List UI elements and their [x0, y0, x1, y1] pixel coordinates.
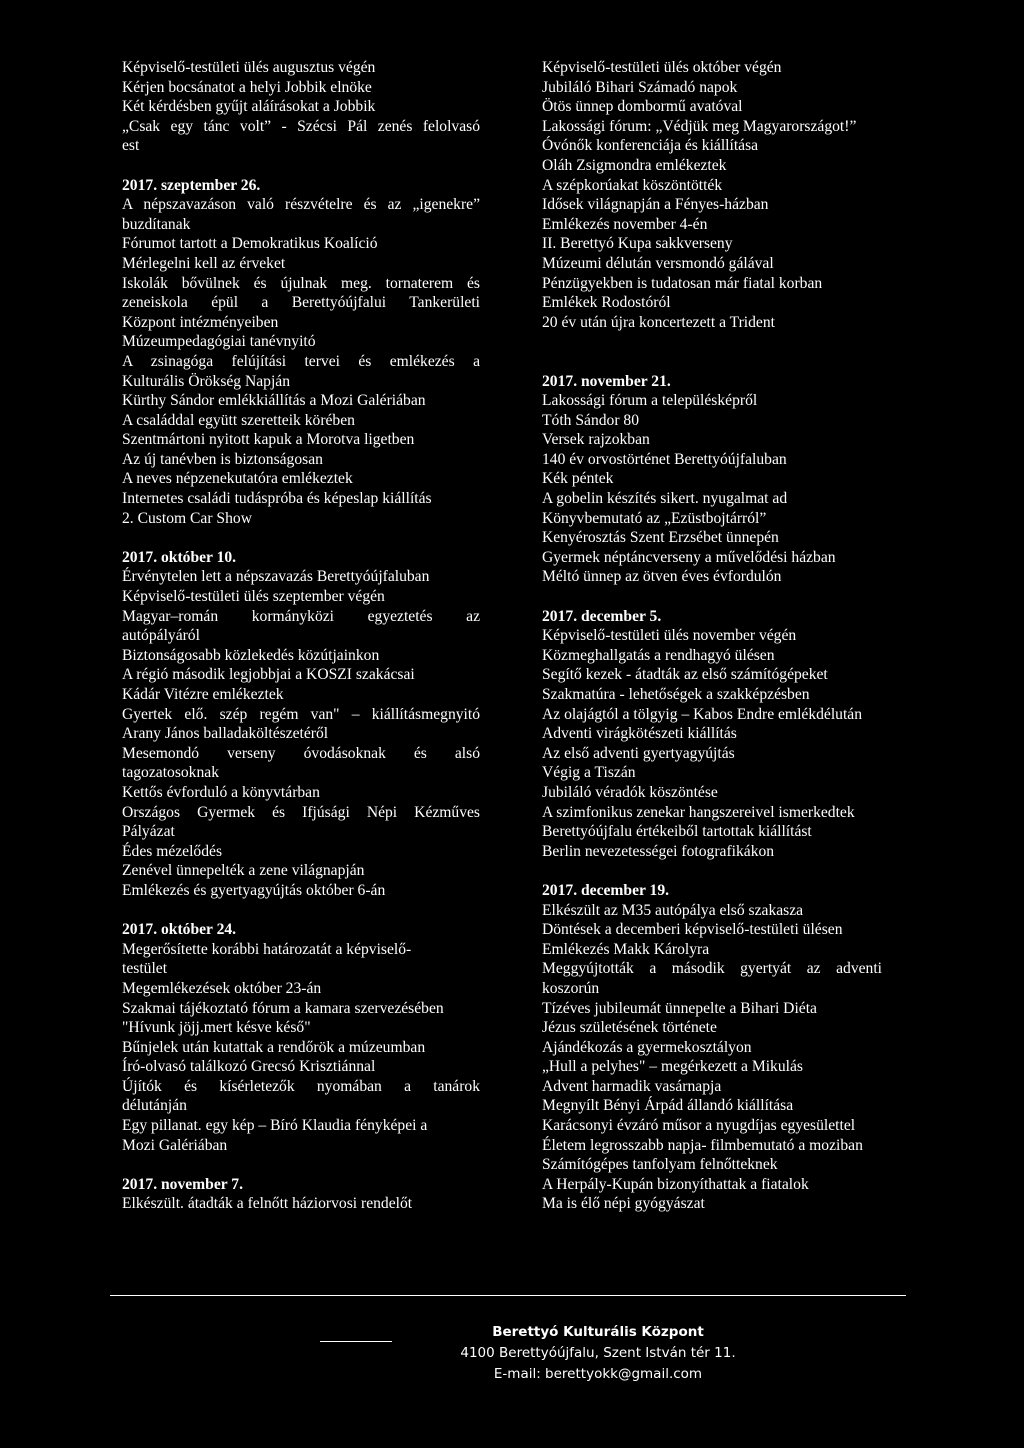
article-title: Az első adventi gyertyagyújtás: [542, 744, 735, 762]
article-title: Ötös ünnep dombormű avatóval: [542, 98, 743, 116]
article-title: "Hívunk jöjj.mert késve késő": [122, 1019, 311, 1037]
article-title: Megnyílt Bényi Árpád állandó kiállítása: [542, 1097, 794, 1115]
article-title: 2. Custom Car Show: [122, 509, 252, 527]
article-title: Bűnjelek után kutattak a rendőrök a múzeumban: [122, 1038, 426, 1056]
article-title: A neves népzenekutatóra emlékeztek: [122, 470, 353, 488]
article-title: Kék péntek: [542, 470, 614, 488]
footer-address: 4100 Berettyóújfalu, Szent István tér 11.: [460, 1345, 736, 1361]
section-date: 2017. október 10.: [122, 548, 237, 566]
article-title: Biztonságosabb közlekedés közútjainkon: [122, 646, 380, 664]
article-title: Meggyújtották a második gyertyát az adventi: [542, 960, 882, 978]
article-title: Gyertek elő. szép regém van" – kiállításmegnyitó: [122, 705, 480, 723]
article-title: Emlékek Rodostóról: [542, 294, 671, 312]
article-title: Mesemondó verseny óvodásoknak és alsó: [122, 744, 480, 762]
article-title: Emlékezés november 4-én: [542, 215, 708, 233]
article-title: A családdal együtt szeretteik körében: [122, 411, 355, 429]
article-title: Képviselő-testületi ülés október végén: [542, 59, 782, 76]
article-title: A régió második legjobbjai a KOSZI szakácsai: [122, 666, 415, 684]
article-title: A népszavazáson való részvételre és az „igenekre”: [122, 196, 480, 214]
article-title: A szimfonikus zenekar hangszereivel ismerkedtek: [542, 803, 855, 821]
right-column: [542, 58, 882, 1214]
article-title: Segítő kezek - átadták az első számítógépeket: [542, 666, 828, 684]
article-title: Író-olvasó találkozó Grecsó Krisztiánnal: [122, 1058, 376, 1076]
article-title: Mérlegelni kell az érveket: [122, 254, 286, 272]
article-title: délutánján: [122, 1097, 187, 1115]
section-date: 2017. november 7.: [122, 1175, 243, 1193]
article-title: Számítógépes tanfolyam felnőtteknek: [542, 1156, 778, 1174]
spacer: [542, 332, 882, 352]
section-date: 2017. október 24.: [122, 921, 237, 939]
article-title: Érvénytelen lett a népszavazás Berettyóújfaluban: [122, 568, 430, 586]
article-title: Gyermek néptáncverseny a művelődési házban: [542, 548, 836, 566]
article-title: 20 év után újra koncertezett a Trident: [542, 313, 775, 331]
article-title: Központ intézményeiben: [122, 313, 279, 331]
article-title: Ajándékozás a gyermekosztályon: [542, 1038, 752, 1056]
article-title: est: [122, 137, 140, 155]
article-title: Fórumot tartott a Demokratikus Koalíció: [122, 235, 378, 253]
article-title: testület: [122, 960, 168, 978]
article-title: 140 év orvostörténet Berettyóújfaluban: [542, 450, 787, 468]
article-title: „Hull a pelyhes" – megérkezett a Mikulás: [542, 1058, 803, 1076]
article-title: Emlékezés Makk Károlyra: [542, 940, 710, 958]
article-title: buzdítanak: [122, 215, 191, 233]
article-title: Kulturális Örökség Napján: [122, 372, 291, 390]
article-title: Lakossági fórum a településképről: [542, 392, 758, 410]
article-title: Berettyóújfalu értékeiből tartottak kiállítást: [542, 823, 812, 841]
article-title: A zsinagóga felújítási tervei és emlékezés a: [122, 352, 480, 370]
article-title: „Csak egy tánc volt” - Szécsi Pál zenés felolvasó: [122, 117, 480, 135]
article-title: Jubiláló Bihari Számadó napok: [542, 78, 738, 96]
article-title: tagozatosoknak: [122, 764, 219, 782]
article-title: Iskolák bővülnek és újulnak meg. tornaterem és: [122, 274, 480, 292]
article-title: Elkészült. átadták a felnőtt háziorvosi rendelőt: [122, 1195, 413, 1213]
article-title: Képviselő-testületi ülés szeptember végén: [122, 588, 385, 606]
footer: [320, 1322, 920, 1385]
article-title: Múzeumpedagógiai tanévnyitó: [122, 333, 316, 351]
section-date: 2017. november 21.: [542, 372, 671, 390]
article-title: Advent harmadik vasárnapja: [542, 1077, 722, 1095]
article-title: zeneiskola épül a Berettyóújfalui Tankerületi: [122, 294, 480, 312]
article-title: Elkészült az M35 autópálya első szakasza: [542, 901, 804, 919]
article-title: A Herpály-Kupán bizonyíthattak a fiatalok: [542, 1175, 809, 1193]
left-column: [122, 58, 480, 1214]
footer-email: E-mail: berettyokk@gmail.com: [493, 1366, 703, 1382]
section-date: 2017. december 5.: [542, 607, 662, 625]
article-title: Megerősítette korábbi határozatát a képviselő-: [122, 940, 412, 958]
article-title: A szépkorúakat köszöntötték: [542, 176, 723, 194]
article-title: II. Berettyó Kupa sakkverseny: [542, 235, 733, 253]
spacer: [542, 352, 882, 372]
article-title: Kádár Vitézre emlékeztek: [122, 686, 284, 703]
article-title: Múzeumi délután versmondó gálával: [542, 254, 774, 272]
article-title: Szakmai tájékoztató fórum a kamara szervezésében: [122, 999, 444, 1017]
article-title: Karácsonyi évzáró műsor a nyugdíjas egyesülettel: [542, 1117, 856, 1135]
article-title: Ma is élő népi gyógyászat: [542, 1195, 705, 1213]
article-title: Tízéves jubileumát ünnepelte a Bihari Diéta: [542, 999, 817, 1017]
article-title: Pénzügyekben is tudatosan már fiatal korban: [542, 274, 823, 292]
article-title: Kürthy Sándor emlékkiállítás a Mozi Galériában: [122, 392, 426, 410]
article-title: Az új tanévben is biztonságosan: [122, 450, 323, 468]
article-title: Jézus születésének története: [542, 1019, 717, 1037]
article-title: Az olajágtól a tölgyig – Kabos Endre emlékdélután: [542, 705, 863, 723]
article-title: Életem legrosszabb napja- filmbemutató a moziban: [542, 1136, 863, 1154]
spacer: [542, 861, 882, 881]
article-title: Tóth Sándor 80: [542, 411, 640, 429]
article-title: Végig a Tiszán: [542, 764, 636, 782]
article-title: Képviselő-testületi ülés augusztus végén: [122, 59, 376, 76]
section-date: 2017. szeptember 26.: [122, 176, 261, 194]
article-title: Döntések a decemberi képviselő-testületi ülésen: [542, 921, 843, 939]
article-title: Közmeghallgatás a rendhagyó ülésen: [542, 646, 775, 664]
article-title: Kérjen bocsánatot a helyi Jobbik elnöke: [122, 78, 372, 96]
spacer: [122, 528, 480, 548]
article-title: Kenyérosztás Szent Erzsébet ünnepén: [542, 529, 779, 547]
article-title: Adventi virágkötészeti kiállítás: [542, 725, 737, 743]
article-title: Zenével ünnepelték a zene világnapján: [122, 862, 365, 880]
article-title: Szakmatúra - lehetőségek a szakképzésben: [542, 686, 810, 703]
footer-divider: [110, 1295, 906, 1296]
article-title: Arany János balladaköltészetéről: [122, 725, 329, 743]
article-title: Könyvbemutató az „Ezüstbojtárról”: [542, 509, 767, 527]
article-title: Szentmártoni nyitott kapuk a Morotva ligetben: [122, 431, 415, 449]
article-title: Országos Gyermek és Ifjúsági Népi Kézműves: [122, 803, 480, 821]
article-title: A gobelin készítés sikert. nyugalmat ad: [542, 490, 788, 508]
article-title: Újítók és kísérletezők nyomában a tanárok: [122, 1077, 480, 1095]
article-title: koszorún: [542, 979, 600, 997]
article-title: Internetes családi tudáspróba és képeslap kiállítás: [122, 490, 432, 508]
spacer: [122, 901, 480, 921]
section-date: 2017. december 19.: [542, 881, 670, 899]
article-title: Megemlékezések október 23-án: [122, 979, 322, 997]
article-title: Méltó ünnep az ötven éves évfordulón: [542, 568, 782, 586]
article-title: Idősek világnapján a Fényes-házban: [542, 196, 769, 214]
article-title: Képviselő-testületi ülés november végén: [542, 627, 797, 645]
article-title: Lakossági fórum: „Védjük meg Magyarországot!”: [542, 117, 857, 135]
article-title: Két kérdésben gyűjt aláírásokat a Jobbik: [122, 98, 376, 116]
spacer: [122, 1155, 480, 1175]
article-title: Jubiláló véradók köszöntése: [542, 783, 718, 801]
spacer: [542, 587, 882, 607]
article-title: Édes mézelődés: [122, 842, 223, 860]
article-title: Emlékezés és gyertyagyújtás október 6-án: [122, 881, 386, 899]
article-title: Óvónők konferenciája és kiállítása: [542, 137, 759, 155]
spacer: [122, 156, 480, 176]
article-title: Kettős évforduló a könyvtárban: [122, 783, 320, 801]
article-title: Pályázat: [122, 823, 175, 841]
article-title: Mozi Galériában: [122, 1136, 228, 1154]
article-title: Oláh Zsigmondra emlékeztek: [542, 156, 727, 174]
article-title: Berlin nevezetességei fotografikákon: [542, 842, 775, 860]
footer-short-rule: [320, 1341, 392, 1342]
article-title: Egy pillanat. egy kép – Bíró Klaudia fényképei a: [122, 1117, 428, 1135]
footer-org-name: Berettyó Kulturális Központ: [492, 1324, 704, 1340]
article-title: Magyar–román kormányközi egyeztetés az: [122, 607, 480, 625]
article-title: autópályáról: [122, 627, 200, 645]
article-title: Versek rajzokban: [542, 431, 650, 449]
